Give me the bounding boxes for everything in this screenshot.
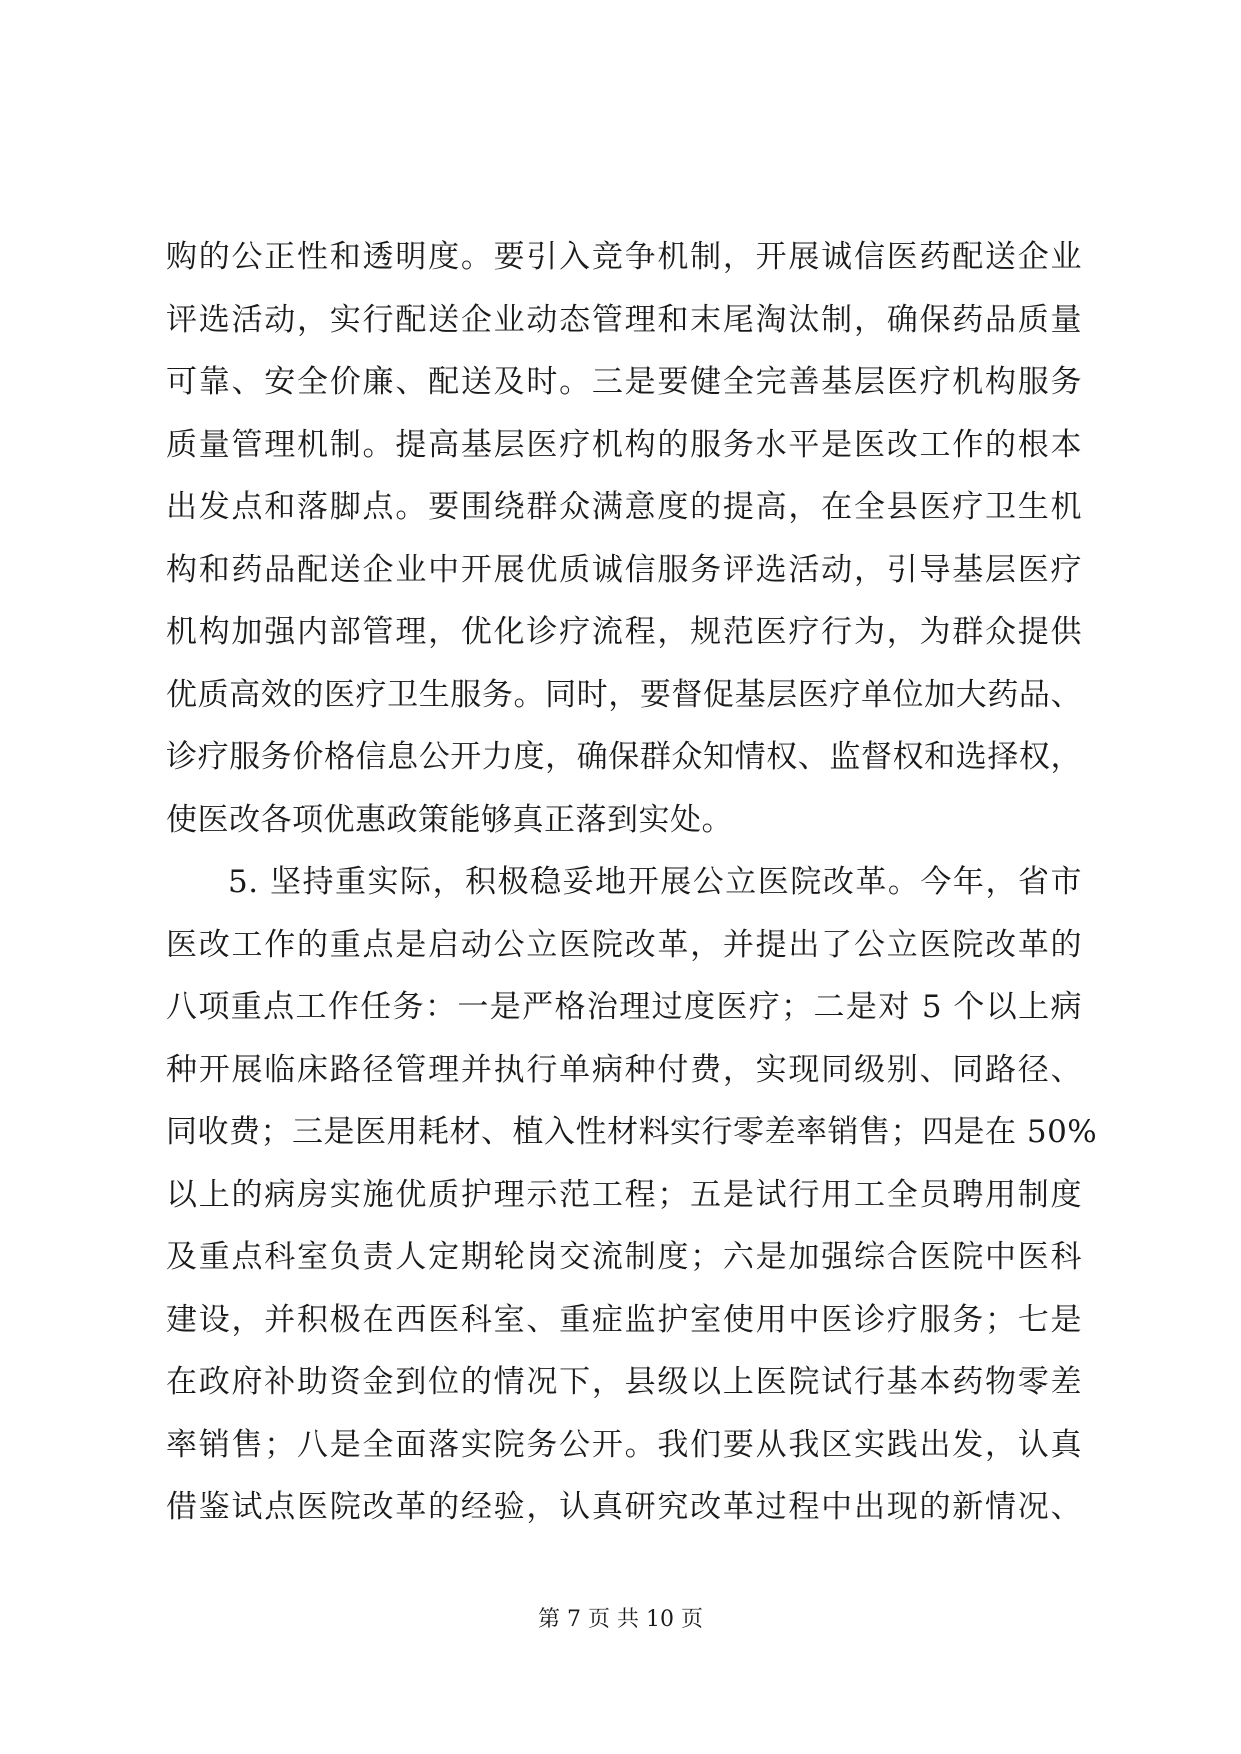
text-line: 使医改各项优惠政策能够真正落到实处。	[166, 801, 733, 838]
text-line: 购的公正性和透明度。要引入竞争机制，开展诚信医药配送企业	[166, 239, 1082, 275]
text-line: 医改工作的重点是启动公立医院改革，并提出了公立医院改革的	[166, 926, 1082, 963]
text-line: 5. 坚持重实际，积极稳妥地开展公立医院改革。今年，省市	[228, 864, 1082, 900]
text-line: 可靠、安全价廉、配送及时。三是要健全完善基层医疗机构服务	[166, 364, 1082, 400]
text-line: 构和药品配送企业中开展优质诚信服务评选活动，引导基层医疗	[166, 551, 1082, 588]
text-line: 种开展临床路径管理并执行单病种付费，实现同级别、同路径、	[166, 1051, 1082, 1088]
text-line: 建设，并积极在西医科室、重症监护室使用中医诊疗服务；七是	[166, 1301, 1082, 1338]
text-line: 及重点科室负责人定期轮岗交流制度；六是加强综合医院中医科	[166, 1239, 1082, 1275]
text-line: 评选活动，实行配送企业动态管理和末尾淘汰制，确保药品质量	[166, 301, 1082, 338]
document-body	[166, 226, 1098, 1539]
text-line: 八项重点工作任务：一是严格治理过度医疗；二是对 5 个以上病	[166, 989, 1082, 1025]
text-line: 率销售；八是全面落实院务公开。我们要从我区实践出发，认真	[166, 1426, 1082, 1463]
text-line: 优质高效的医疗卫生服务。同时，要督促基层医疗单位加大药品、	[166, 676, 1082, 713]
paragraph-2	[166, 851, 1098, 1539]
text-line: 在政府补助资金到位的情况下，县级以上医院试行基本药物零差	[166, 1364, 1082, 1400]
text-line: 机构加强内部管理，优化诊疗流程，规范医疗行为，为群众提供	[166, 614, 1082, 650]
text-line: 以上的病房实施优质护理示范工程；五是试行用工全员聘用制度	[166, 1176, 1082, 1213]
text-line: 同收费；三是医用耗材、植入性材料实行零差率销售；四是在 50%	[166, 1114, 1098, 1150]
page-number-footer: 第 7 页 共 10 页	[538, 1607, 703, 1632]
text-line: 质量管理机制。提高基层医疗机构的服务水平是医改工作的根本	[166, 426, 1082, 463]
text-line: 出发点和落脚点。要围绕群众满意度的提高，在全县医疗卫生机	[166, 489, 1082, 525]
paragraph-1	[166, 226, 1082, 851]
text-line: 诊疗服务价格信息公开力度，确保群众知情权、监督权和选择权，	[166, 739, 1082, 775]
text-line: 借鉴试点医院改革的经验，认真研究改革过程中出现的新情况、	[166, 1489, 1082, 1525]
